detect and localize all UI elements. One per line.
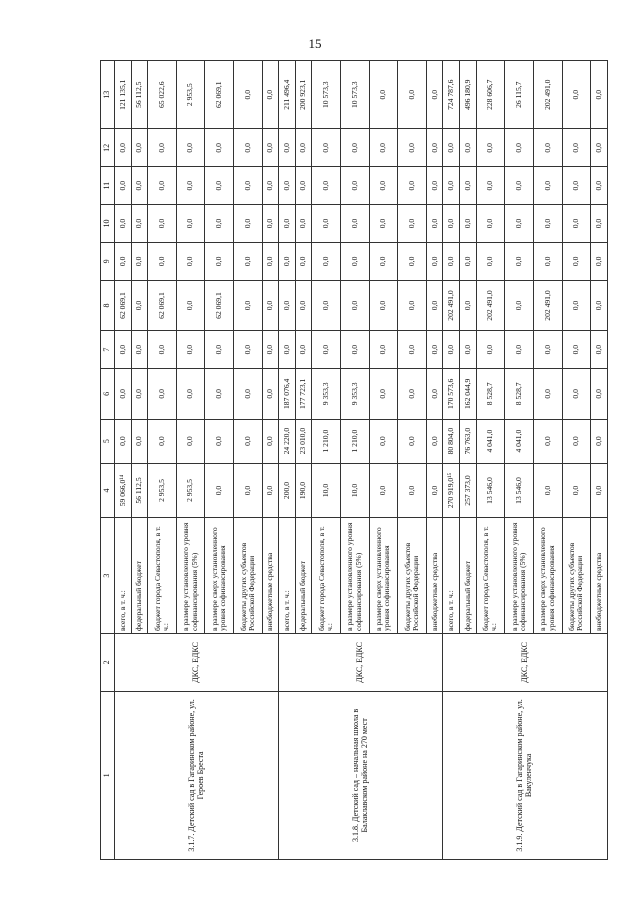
value-cell: 0,0	[443, 331, 460, 369]
value-cell: 0,0	[426, 331, 443, 369]
value-cell: 0,0	[205, 205, 234, 243]
value-cell: 0,0	[205, 369, 234, 419]
column-header-10: 10	[101, 205, 115, 243]
value-cell: 59 066,0¹⁴	[115, 463, 132, 518]
value-cell: 0,0	[262, 419, 279, 463]
value-cell: 10,0	[312, 463, 341, 518]
table-row	[279, 61, 296, 860]
value-cell: 0,0	[262, 205, 279, 243]
value-cell: 0,0	[279, 167, 296, 205]
value-cell: 0,0	[533, 242, 562, 280]
value-cell: 0,0	[262, 61, 279, 129]
value-cell: 0,0	[443, 242, 460, 280]
funding-source-cell: бюджет города Севастополя, в т. ч.:	[312, 518, 341, 634]
value-cell: 0,0	[115, 242, 132, 280]
value-cell: 0,0	[131, 205, 148, 243]
value-cell: 0,0	[312, 280, 341, 330]
value-cell: 9 353,3	[312, 369, 341, 419]
table-body	[115, 61, 608, 860]
value-cell: 0,0	[295, 280, 312, 330]
value-cell: 0,0	[443, 167, 460, 205]
value-cell: 228 606,7	[476, 61, 505, 129]
value-cell: 0,0	[148, 419, 177, 463]
value-cell: 0,0	[533, 205, 562, 243]
value-cell: 2 953,5	[176, 463, 205, 518]
value-cell: 0,0	[369, 61, 398, 129]
value-cell: 8 528,7	[476, 369, 505, 419]
funding-source-cell: в размере сверх установленного уровня софинансирования	[369, 518, 398, 634]
value-cell: 0,0	[234, 167, 263, 205]
value-cell: 0,0	[562, 129, 591, 167]
value-cell: 0,0	[369, 129, 398, 167]
funding-source-cell: федеральный бюджет	[295, 518, 312, 634]
value-cell: 0,0	[562, 61, 591, 129]
value-cell: 0,0	[340, 167, 369, 205]
value-cell: 0,0	[459, 167, 476, 205]
value-cell: 0,0	[398, 129, 427, 167]
value-cell: 0,0	[426, 61, 443, 129]
value-cell: 0,0	[398, 167, 427, 205]
value-cell: 0,0	[562, 242, 591, 280]
value-cell: 0,0	[426, 129, 443, 167]
funding-source-cell: всего, в т. ч.:	[279, 518, 296, 634]
value-cell: 0,0	[176, 280, 205, 330]
value-cell: 0,0	[443, 205, 460, 243]
funding-source-cell: внебюджетные средства	[591, 518, 608, 634]
value-cell: 2 953,5	[148, 463, 177, 518]
value-cell: 0,0	[148, 129, 177, 167]
funding-source-cell: всего, в т. ч.:	[115, 518, 132, 634]
value-cell: 0,0	[533, 129, 562, 167]
value-cell: 0,0	[562, 331, 591, 369]
value-cell: 0,0	[115, 369, 132, 419]
value-cell: 0,0	[148, 205, 177, 243]
value-cell: 0,0	[234, 280, 263, 330]
value-cell: 0,0	[591, 242, 608, 280]
value-cell: 0,0	[591, 463, 608, 518]
funding-source-cell: федеральный бюджет	[131, 518, 148, 634]
value-cell: 23 010,0	[295, 419, 312, 463]
value-cell: 187 076,4	[279, 369, 296, 419]
value-cell: 0,0	[476, 205, 505, 243]
value-cell: 0,0	[562, 167, 591, 205]
value-cell: 56 112,5	[131, 463, 148, 518]
value-cell: 0,0	[505, 242, 534, 280]
column-header-6: 6	[101, 369, 115, 419]
project-name-cell: 3.1.8. Детский сад – начальная школа в Балаклавском районе на 270 мест	[279, 691, 443, 859]
value-cell: 0,0	[369, 205, 398, 243]
column-number-row	[101, 61, 115, 860]
value-cell: 0,0	[426, 419, 443, 463]
value-cell: 0,0	[205, 331, 234, 369]
value-cell: 0,0	[426, 167, 443, 205]
value-cell: 0,0	[398, 242, 427, 280]
value-cell: 0,0	[369, 369, 398, 419]
value-cell: 177 723,1	[295, 369, 312, 419]
value-cell: 0,0	[369, 419, 398, 463]
value-cell: 0,0	[398, 61, 427, 129]
value-cell: 202 491,0	[533, 280, 562, 330]
executor-cell: ДКС, ЕДКС	[443, 633, 608, 691]
value-cell: 9 353,3	[340, 369, 369, 419]
value-cell: 0,0	[426, 205, 443, 243]
value-cell: 0,0	[591, 167, 608, 205]
value-cell: 0,0	[262, 463, 279, 518]
value-cell: 0,0	[562, 419, 591, 463]
value-cell: 0,0	[295, 167, 312, 205]
value-cell: 0,0	[340, 280, 369, 330]
value-cell: 0,0	[369, 242, 398, 280]
value-cell: 0,0	[591, 280, 608, 330]
funding-source-cell: бюджет города Севастополя, в т. ч.:	[476, 518, 505, 634]
project-name-cell: 3.1.9. Детский сад в Гагаринском районе, ул. Вакуленчука	[443, 691, 608, 859]
project-name-cell: 3.1.7. Детский сад в Гагаринском районе, ул. Героев Бреста	[115, 691, 279, 859]
value-cell: 0,0	[533, 167, 562, 205]
value-cell: 0,0	[115, 331, 132, 369]
value-cell: 0,0	[176, 129, 205, 167]
value-cell: 0,0	[591, 205, 608, 243]
value-cell: 0,0	[562, 369, 591, 419]
value-cell: 0,0	[312, 129, 341, 167]
column-header-12: 12	[101, 129, 115, 167]
value-cell: 0,0	[340, 129, 369, 167]
value-cell: 0,0	[148, 331, 177, 369]
value-cell: 1 210,0	[312, 419, 341, 463]
value-cell: 0,0	[262, 369, 279, 419]
value-cell: 202 491,0	[443, 280, 460, 330]
value-cell: 0,0	[562, 205, 591, 243]
value-cell: 0,0	[295, 129, 312, 167]
value-cell: 0,0	[369, 463, 398, 518]
value-cell: 0,0	[115, 205, 132, 243]
value-cell: 0,0	[533, 419, 562, 463]
value-cell: 62 069,1	[205, 61, 234, 129]
value-cell: 0,0	[279, 242, 296, 280]
column-header-1: 1	[101, 691, 115, 859]
value-cell: 0,0	[176, 369, 205, 419]
column-header-5: 5	[101, 419, 115, 463]
column-header-9: 9	[101, 242, 115, 280]
value-cell: 0,0	[591, 61, 608, 129]
funding-source-cell: всего, в т. ч.:	[443, 518, 460, 634]
value-cell: 0,0	[369, 280, 398, 330]
value-cell: 0,0	[205, 419, 234, 463]
funding-source-cell: бюджеты других субъектов Российской Федерации	[562, 518, 591, 634]
value-cell: 0,0	[340, 242, 369, 280]
value-cell: 0,0	[476, 331, 505, 369]
column-header-11: 11	[101, 167, 115, 205]
value-cell: 190,0	[295, 463, 312, 518]
value-cell: 0,0	[205, 167, 234, 205]
value-cell: 257 373,0	[459, 463, 476, 518]
value-cell: 0,0	[234, 242, 263, 280]
funding-source-cell: внебюджетные средства	[426, 518, 443, 634]
value-cell: 13 546,0	[476, 463, 505, 518]
value-cell: 0,0	[234, 129, 263, 167]
value-cell: 0,0	[591, 369, 608, 419]
value-cell: 0,0	[398, 369, 427, 419]
funding-source-cell: в размере установленного уровня софинансирования (5%)	[176, 518, 205, 634]
value-cell: 13 546,0	[505, 463, 534, 518]
value-cell: 0,0	[562, 463, 591, 518]
column-header-8: 8	[101, 280, 115, 330]
funding-source-cell: в размере сверх установленного уровня софинансирования	[533, 518, 562, 634]
value-cell: 0,0	[398, 280, 427, 330]
value-cell: 0,0	[591, 331, 608, 369]
column-header-2: 2	[101, 633, 115, 691]
value-cell: 0,0	[115, 167, 132, 205]
value-cell: 0,0	[295, 242, 312, 280]
value-cell: 200 923,1	[295, 61, 312, 129]
funding-source-cell: бюджеты других субъектов Российской Федерации	[398, 518, 427, 634]
value-cell: 0,0	[262, 167, 279, 205]
value-cell: 0,0	[398, 331, 427, 369]
value-cell: 0,0	[262, 280, 279, 330]
column-header-4: 4	[101, 463, 115, 518]
value-cell: 0,0	[369, 167, 398, 205]
value-cell: 0,0	[115, 419, 132, 463]
value-cell: 0,0	[476, 129, 505, 167]
value-cell: 0,0	[279, 205, 296, 243]
value-cell: 4 041,0	[505, 419, 534, 463]
value-cell: 26 115,7	[505, 61, 534, 129]
value-cell: 0,0	[176, 205, 205, 243]
value-cell: 0,0	[505, 280, 534, 330]
value-cell: 0,0	[459, 280, 476, 330]
value-cell: 202 491,0	[476, 280, 505, 330]
value-cell: 0,0	[295, 205, 312, 243]
value-cell: 0,0	[476, 167, 505, 205]
value-cell: 0,0	[505, 331, 534, 369]
value-cell: 0,0	[131, 167, 148, 205]
value-cell: 0,0	[234, 61, 263, 129]
value-cell: 0,0	[295, 331, 312, 369]
value-cell: 0,0	[562, 280, 591, 330]
value-cell: 0,0	[340, 331, 369, 369]
value-cell: 0,0	[505, 129, 534, 167]
value-cell: 0,0	[591, 129, 608, 167]
column-header-13: 13	[101, 61, 115, 129]
value-cell: 8 528,7	[505, 369, 534, 419]
value-cell: 0,0	[131, 280, 148, 330]
value-cell: 10 573,3	[312, 61, 341, 129]
value-cell: 76 763,0	[459, 419, 476, 463]
value-cell: 0,0	[459, 331, 476, 369]
value-cell: 10 573,3	[340, 61, 369, 129]
value-cell: 0,0	[426, 280, 443, 330]
value-cell: 0,0	[279, 280, 296, 330]
funding-source-cell: в размере установленного уровня софинансирования (5%)	[340, 518, 369, 634]
value-cell: 211 496,4	[279, 61, 296, 129]
value-cell: 0,0	[234, 205, 263, 243]
value-cell: 200,0	[279, 463, 296, 518]
value-cell: 0,0	[426, 463, 443, 518]
value-cell: 0,0	[426, 242, 443, 280]
value-cell: 0,0	[148, 167, 177, 205]
value-cell: 0,0	[398, 419, 427, 463]
value-cell: 724 787,6	[443, 61, 460, 129]
value-cell: 0,0	[131, 369, 148, 419]
table-row	[443, 61, 460, 860]
value-cell: 0,0	[205, 129, 234, 167]
value-cell: 0,0	[312, 205, 341, 243]
value-cell: 62 069,1	[205, 280, 234, 330]
value-cell: 0,0	[234, 463, 263, 518]
value-cell: 0,0	[459, 205, 476, 243]
value-cell: 0,0	[205, 463, 234, 518]
value-cell: 270 919,0¹⁵	[443, 463, 460, 518]
funding-source-cell: бюджеты других субъектов Российской Федерации	[234, 518, 263, 634]
value-cell: 24 220,0	[279, 419, 296, 463]
rotated-table-container	[100, 60, 608, 860]
value-cell: 0,0	[505, 167, 534, 205]
column-header-3: 3	[101, 518, 115, 634]
column-header-7: 7	[101, 331, 115, 369]
value-cell: 0,0	[131, 331, 148, 369]
value-cell: 80 804,0	[443, 419, 460, 463]
value-cell: 0,0	[131, 242, 148, 280]
executor-cell: ДКС, ЕДКС	[115, 633, 279, 691]
funding-source-cell: внебюджетные средства	[262, 518, 279, 634]
funding-source-cell: бюджет города Севастополя, в т. ч.:	[148, 518, 177, 634]
value-cell: 0,0	[234, 369, 263, 419]
value-cell: 0,0	[176, 242, 205, 280]
value-cell: 121 135,1	[115, 61, 132, 129]
value-cell: 0,0	[131, 129, 148, 167]
value-cell: 62 069,1	[148, 280, 177, 330]
value-cell: 0,0	[312, 242, 341, 280]
value-cell: 0,0	[176, 331, 205, 369]
value-cell: 0,0	[312, 167, 341, 205]
value-cell: 496 180,9	[459, 61, 476, 129]
value-cell: 0,0	[533, 331, 562, 369]
value-cell: 0,0	[443, 129, 460, 167]
value-cell: 0,0	[591, 419, 608, 463]
value-cell: 0,0	[148, 369, 177, 419]
value-cell: 0,0	[262, 129, 279, 167]
value-cell: 62 069,1	[115, 280, 132, 330]
executor-cell: ДКС, ЕДКС	[279, 633, 443, 691]
value-cell: 0,0	[176, 419, 205, 463]
value-cell: 0,0	[398, 463, 427, 518]
value-cell: 0,0	[148, 242, 177, 280]
value-cell: 56 112,5	[131, 61, 148, 129]
value-cell: 0,0	[533, 463, 562, 518]
table-row	[115, 61, 132, 860]
value-cell: 0,0	[398, 205, 427, 243]
value-cell: 0,0	[279, 129, 296, 167]
value-cell: 0,0	[234, 331, 263, 369]
value-cell: 202 491,0	[533, 61, 562, 129]
value-cell: 0,0	[176, 167, 205, 205]
value-cell: 0,0	[312, 331, 341, 369]
value-cell: 0,0	[205, 242, 234, 280]
value-cell: 10,0	[340, 463, 369, 518]
value-cell: 65 022,6	[148, 61, 177, 129]
value-cell: 170 573,6	[443, 369, 460, 419]
value-cell: 2 953,5	[176, 61, 205, 129]
value-cell: 0,0	[459, 242, 476, 280]
value-cell: 0,0	[505, 205, 534, 243]
funding-source-cell: в размере сверх установленного уровня софинансирования	[205, 518, 234, 634]
value-cell: 0,0	[369, 331, 398, 369]
funding-source-cell: в размере установленного уровня софинансирования (5%)	[505, 518, 534, 634]
value-cell: 0,0	[115, 129, 132, 167]
rotated-table-frame	[100, 60, 608, 860]
value-cell: 0,0	[459, 129, 476, 167]
value-cell: 0,0	[131, 419, 148, 463]
value-cell: 0,0	[262, 331, 279, 369]
page-number: 15	[308, 36, 322, 51]
value-cell: 0,0	[234, 419, 263, 463]
funding-source-cell: федеральный бюджет	[459, 518, 476, 634]
value-cell: 0,0	[426, 369, 443, 419]
value-cell: 0,0	[279, 331, 296, 369]
value-cell: 4 041,0	[476, 419, 505, 463]
value-cell: 0,0	[340, 205, 369, 243]
financing-table	[100, 60, 608, 860]
value-cell: 1 210,0	[340, 419, 369, 463]
value-cell: 162 044,9	[459, 369, 476, 419]
value-cell: 0,0	[476, 242, 505, 280]
value-cell: 0,0	[533, 369, 562, 419]
value-cell: 0,0	[262, 242, 279, 280]
